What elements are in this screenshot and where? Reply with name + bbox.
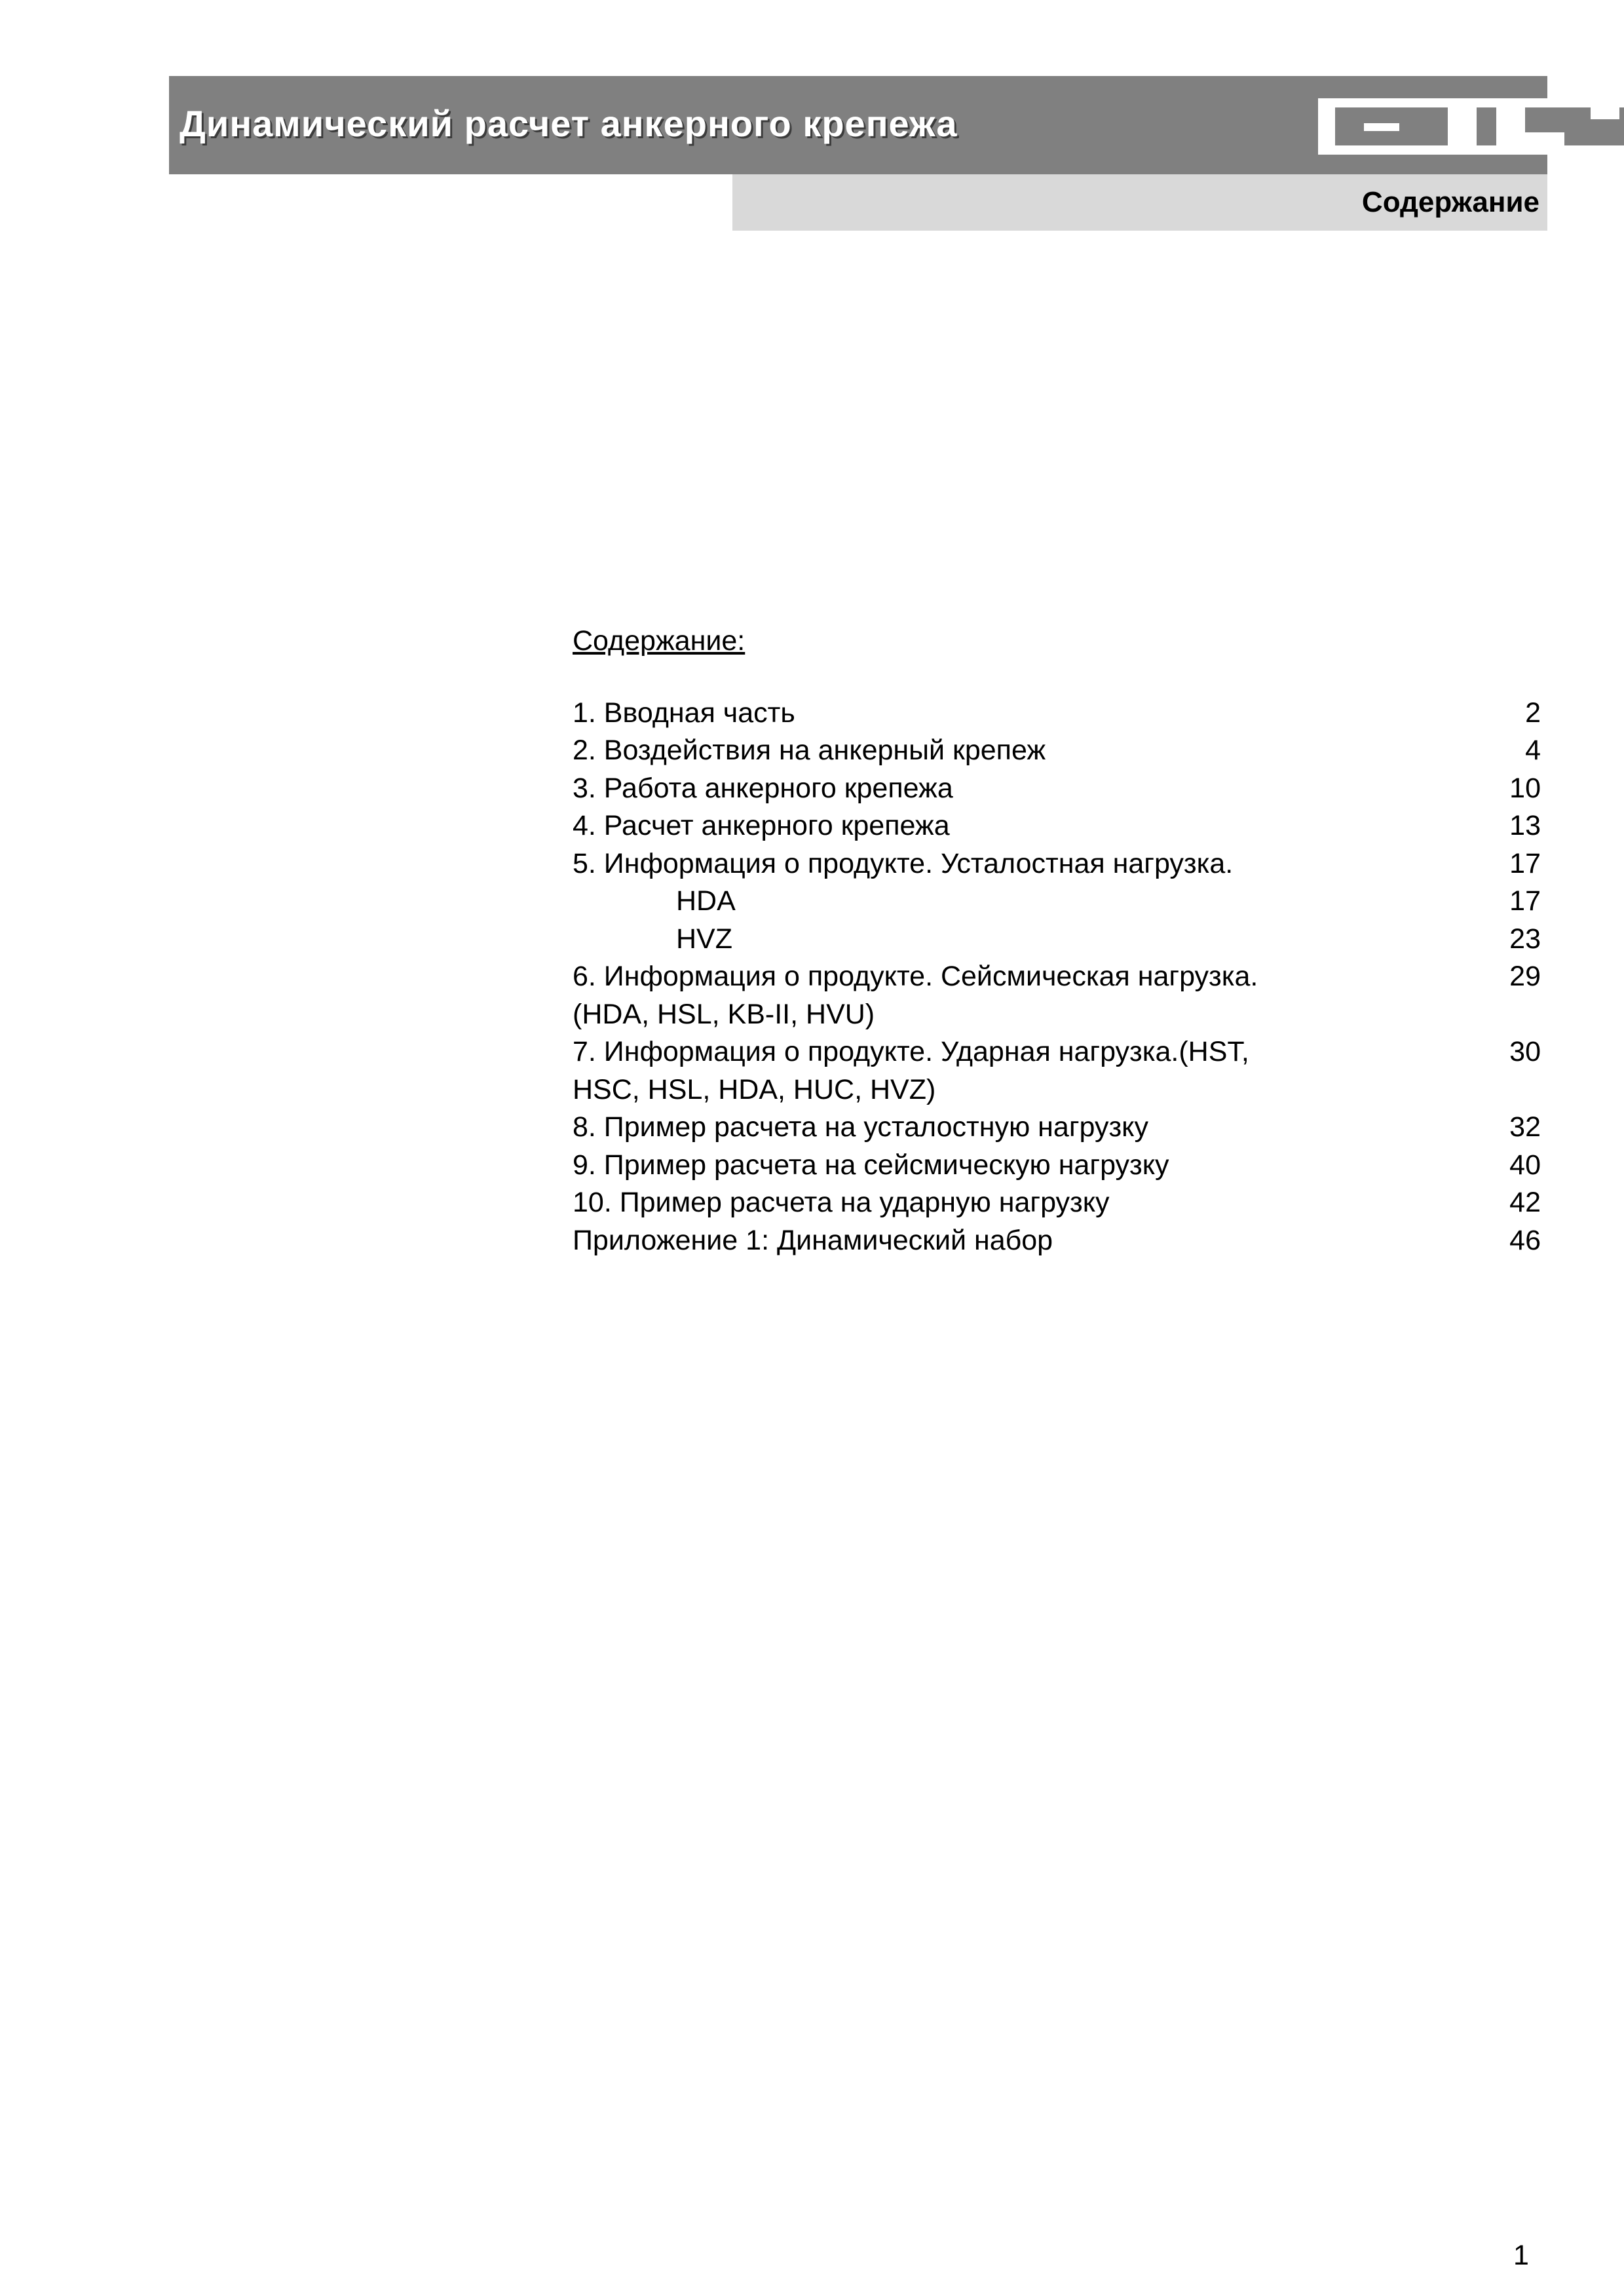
toc-entry-page: 13: [1509, 810, 1541, 841]
toc-entry-title: 10. Пример расчета на ударную нагрузку: [573, 1187, 1110, 1218]
toc-entry: [573, 1184, 1541, 1222]
toc-entry-title: Приложение 1: Динамический набор: [573, 1224, 1053, 1256]
toc-entry-title: HDA: [676, 885, 736, 917]
toc-entry-page: 17: [1509, 847, 1541, 879]
toc-entry-title: 3. Работа анкерного крепежа: [573, 772, 953, 804]
toc-entry: [573, 1109, 1541, 1147]
hilti-logo: [1318, 98, 1624, 155]
toc-entry-page: 17: [1509, 885, 1541, 917]
toc-entry-title: 4. Расчет анкерного крепежа: [573, 810, 950, 841]
table-of-contents: [573, 622, 1541, 1259]
header-band: [169, 76, 1547, 174]
toc-list: [573, 695, 1541, 1260]
toc-entry-page: 29: [1509, 961, 1541, 992]
toc-entry-page: 40: [1509, 1149, 1541, 1181]
toc-entry-page: 32: [1509, 1111, 1541, 1143]
toc-entry-page: 4: [1525, 735, 1541, 766]
toc-entry: [573, 770, 1541, 808]
toc-entry: [573, 845, 1541, 883]
toc-entry: [573, 732, 1541, 770]
toc-entry: [573, 921, 1541, 959]
toc-entry-title: 9. Пример расчета на сейсмическую нагрузку: [573, 1149, 1169, 1181]
toc-entry-title: 2. Воздействия на анкерный крепеж: [573, 735, 1046, 766]
toc-entry: [573, 1033, 1541, 1109]
toc-entry: [573, 807, 1541, 845]
toc-entry-title: 8. Пример расчета на усталостную нагрузку: [573, 1111, 1148, 1143]
document-title: Динамический расчет анкерного крепежа: [179, 103, 958, 144]
toc-entry-title: HVZ: [676, 923, 732, 955]
page-number: 1: [1513, 2240, 1529, 2271]
toc-entry-page: 42: [1509, 1187, 1541, 1218]
toc-entry-page: 30: [1509, 1036, 1541, 1067]
toc-entry-page: 2: [1525, 697, 1541, 729]
section-label: Содержание: [1361, 186, 1539, 218]
toc-entry-title: 6. Информация о продукте. Сейсмическая нагрузка. (HDA, HSL, KB-II, HVU): [573, 961, 1258, 1030]
toc-entry: [573, 958, 1541, 1033]
toc-entry-title: 7. Информация о продукте. Ударная нагрузка.(HST, HSC, HSL, HDA, HUC, HVZ): [573, 1036, 1249, 1105]
section-band: [732, 174, 1547, 231]
toc-entry: [573, 1222, 1541, 1260]
toc-heading: Содержание:: [573, 625, 746, 657]
toc-entry-page: 46: [1509, 1224, 1541, 1256]
toc-entry-page: 23: [1509, 923, 1541, 955]
toc-entry: [573, 883, 1541, 921]
toc-entry-page: 10: [1509, 772, 1541, 804]
toc-entry-title: 1. Вводная часть: [573, 697, 795, 729]
toc-entry: [573, 1147, 1541, 1185]
toc-entry-title: 5. Информация о продукте. Усталостная нагрузка.: [573, 847, 1234, 879]
toc-entry: [573, 695, 1541, 733]
